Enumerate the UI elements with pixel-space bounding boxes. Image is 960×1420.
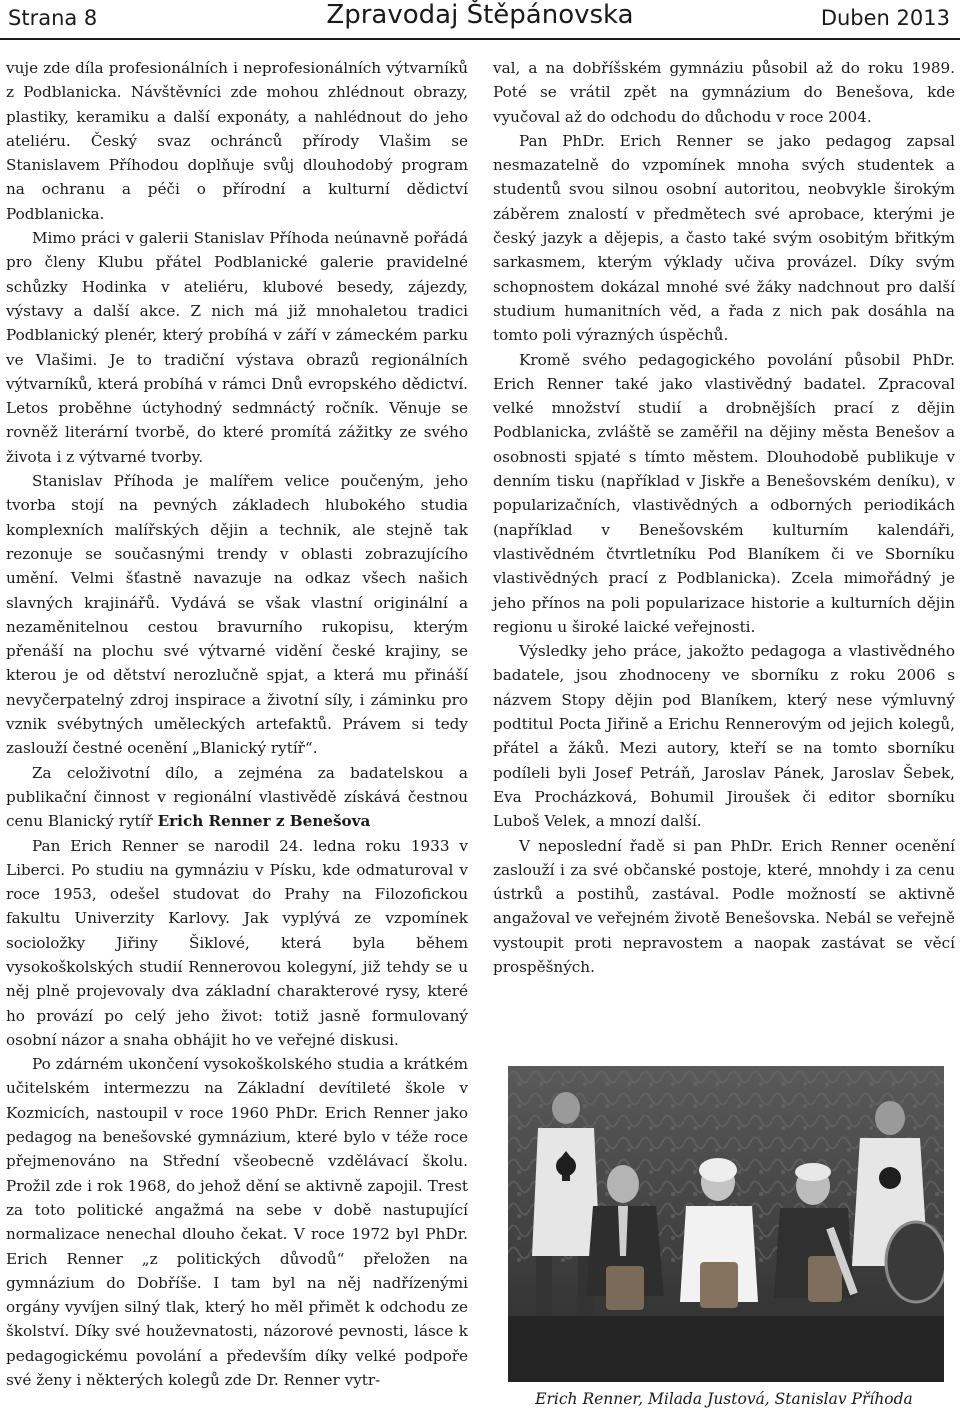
paragraph: val, a na dobříšském gymnáziu působil až do roku 1989. Poté se vrátil zpět na gymnázium do Benešova, kde vyučoval až do odchodu do důchodu v roce 2004. xyxy=(493,59,955,126)
award-recipient: Erich Renner z Benešova xyxy=(157,812,371,831)
award-photo xyxy=(508,1066,944,1382)
paragraph: Po zdárném ukončení vysokoškolského studia a krátkém učitelském intermezzu na Základní devítileté škole v Kozmicích, nastoupil v roce 1960 PhDr. Erich Renner jako pedagog na benešovské gymnázium, které bylo v téže roce přejmenováno na Střední všeobecně vzdělávací školu. Prožil zde i rok 1968, do jehož dění se aktivně zapojil. Trest za toto politické angažmá na sebe v době nastupující normalizace nenechal dlouho čekat. V roce 1972 byl PhDr. Erich Renner „z politických důvodů“ přeložen na gymnázium do Dobříše. I tam byl na něj nadřízenými orgány vyvíjen silný tlak, který ho měl přimět k odchodu ze školství. Díky své houževnatosti, názorové pevnosti, lásce k pedagogickému povolání a především díky velké podpoře své ženy i některých kolegů zde Dr. Renner vytr- xyxy=(6,1055,468,1390)
photo-illustration xyxy=(508,1066,944,1382)
award-paragraph xyxy=(6,761,468,834)
issue-date: Duben 2013 xyxy=(820,6,950,30)
right-column xyxy=(493,56,955,979)
paragraph: Mimo práci v galerii Stanislav Příhoda neúnavně pořádá pro členy Klubu přátel Podblanické galerie pravidelné schůzky Hodinka v ateliéru, klubové besedy, zájezdy, výstavy a další akce. Z nich má již mnohaletou tradici Podblanický plenér, který probíhá v září v zámeckém parku ve Vlašimi. Je to tradiční výstava obrazů regionálních výtvarníků, která probíhá v rámci Dnů evropského dědictví. Letos proběhne úctyhodný sedmnáctý ročník. Věnuje se rovněž literární tvorbě, do které promítá zážitky ze svého života i z výtvarné tvorby. xyxy=(6,229,468,466)
paragraph: Kromě svého pedagogického povolání působil PhDr. Erich Renner také jako vlastivědný badatel. Zpracoval velké množství studií a drobnějších prací z dějin Podblanicka, zvláště se zaměřil na dějiny města Benešov a osobnosti spjaté s tímto městem. Dlouhodobě publikuje v denním tisku (například v Jiskře a Benešovském deníku), v popularizačních, vlastivědných a odborných periodikách (například v Benešovském kulturním kalendáři, vlastivědném čtvrtletníku Pod Blaníkem či ve Sborníku vlastivědných prací z Podblanicka). Zcela mimořádný je jeho přínos na poli popularizace historie a kulturních dějin regionu u široké laické veřejnosti. xyxy=(493,350,955,636)
page-header xyxy=(0,0,960,38)
award-text: Za celoživotní dílo, a zejména za badatelskou a publikační činnost v regionální vlastivědě získává čestnou cenu Blanický rytíř xyxy=(6,763,468,831)
paragraph: vuje zde díla profesionálních i neprofesionálních výtvarníků z Podblanicka. Návštěvníci zde mohou zhlédnout obrazy, plastiky, keramiku a další exponáty, a nahlédnout do jeho ateliéru. Český svaz ochránců přírody Vlašim se Stanislavem Příhodou doplňuje svůj dlouhodobý program na ochranu a péči o přírodní a kulturní dědictví Podblanicka. xyxy=(6,59,468,223)
paragraph: Pan PhDr. Erich Renner se jako pedagog zapsal nesmazatelně do vzpomínek mnoha svých studentek a studentů svou silnou osobní autoritou, neobvykle širokým záběrem znalostí v předmětech své aprobace, kterými je český jazyk a dějepis, a často také svým osobitým břitkým sarkasmem, kterým výklady učiva provázel. Díky svým schopnostem dokázal mnohé své žáky nadchnout pro další studium humanitních věd, a řada z nich pak dosáhla na tomto poli výrazných úspěchů. xyxy=(493,131,955,345)
left-column xyxy=(6,56,468,1392)
paragraph: V neposlední řadě si pan PhDr. Erich Renner ocenění zaslouží i za své občanské postoje, které, mnohdy i za cenu ústrků a postihů, zastával. Podle možností se aktivně angažoval ve veřejném životě Benešovska. Nebál se veřejně vystoupit proti nepravostem a naopak zastávat se věcí prospěšných. xyxy=(493,836,955,976)
photo-caption: Erich Renner, Milada Justová, Stanislav Příhoda xyxy=(535,1390,913,1408)
paragraph: Stanislav Příhoda je malířem velice poučeným, jeho tvorba stojí na pevných základech hlubokého studia komplexních malířských dějin a technik, ale stejně tak rezonuje se současnými trendy v oblasti zobrazujícího umění. Velmi šťastně navazuje na odkaz všech našich slavných krajinářů. Vydává se však vlastní originální a nezaměnitelnou cestou bravurního rukopisu, kterým přenáší na plochu své výtvarné vidění české krajiny, se kterou je od dětství nerozlučně spjat, a která mu přináší nevyčerpatelný zdroj inspirace a životní síly, i záminku pro vznik svébytných uměleckých artefaktů. Právem si tedy zaslouží čestné ocenění „Blanický rytíř“. xyxy=(6,472,468,758)
header-divider xyxy=(0,38,960,40)
newsletter-title: Zpravodaj Štěpánovska xyxy=(326,0,634,30)
paragraph: Výsledky jeho práce, jakožto pedagoga a vlastivědného badatele, jsou zhodnoceny ve sborníku z roku 2006 s názvem Stopy dějin pod Blaníkem, který nese výmluvný podtitul Pocta Jiřině a Erichu Rennerovým od jejich kolegů, přátel a žáků. Mezi autory, kteří se na tomto sborníku podíleli byli Josef Petráň, Jaroslav Pánek, Jaroslav Šebek, Eva Procházková, Bohumil Jiroušek či editor sborníku Luboš Velek, a mnozí další. xyxy=(493,642,955,831)
paragraph: Pan Erich Renner se narodil 24. ledna roku 1933 v Liberci. Po studiu na gymnáziu v Písku, kde odmaturoval v roce 1953, odešel studovat do Prahy na Filozofickou fakultu Univerzity Karlovy. Jak vyplývá ze vzpomínek socioložky Jiřiny Šiklové, která byla během vysokoškolských studií Rennerovou kolegyní, již tehdy se u něj plně projevovaly dva základní charakterové rysy, které ho provází po celý jeho život: totiž jasně formulovaný osobní názor a snaha obhájit ho ve veřejné diskusi. xyxy=(6,836,468,1049)
page-number: Strana 8 xyxy=(8,6,98,30)
